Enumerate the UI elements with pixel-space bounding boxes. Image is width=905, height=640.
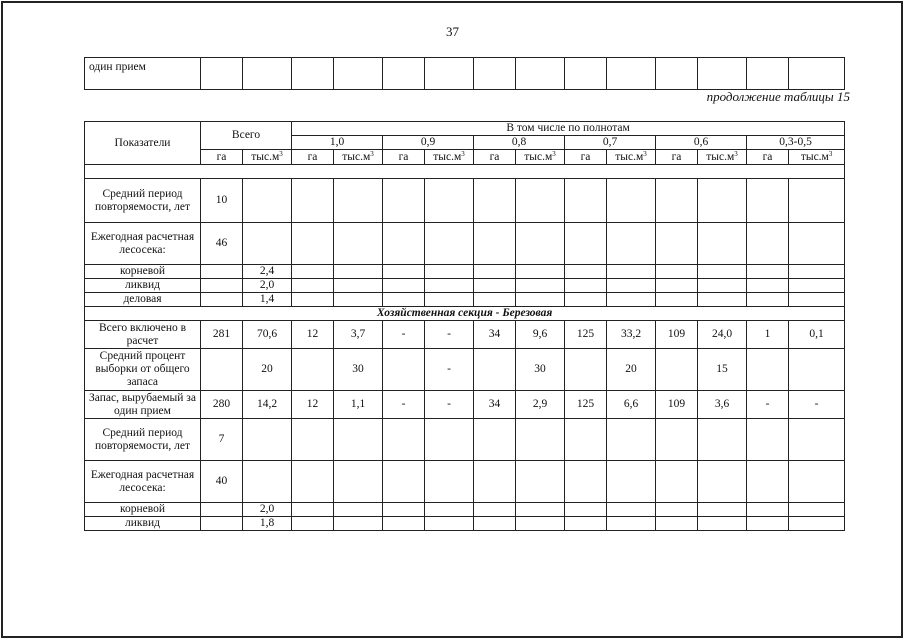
table-cell bbox=[292, 265, 334, 279]
row-label: Средний период повторяемости, лет bbox=[85, 419, 201, 461]
table-cell bbox=[656, 223, 698, 265]
table-cell bbox=[789, 503, 845, 517]
table-cell: 15 bbox=[698, 349, 747, 391]
table-cell bbox=[383, 419, 425, 461]
table-cell bbox=[607, 503, 656, 517]
table-cell bbox=[334, 279, 383, 293]
table-cell bbox=[292, 223, 334, 265]
table-cell bbox=[516, 517, 565, 531]
table-cell: 2,0 bbox=[243, 279, 292, 293]
table-cell bbox=[292, 279, 334, 293]
table-cell: 109 bbox=[656, 391, 698, 419]
table-cell: 34 bbox=[474, 391, 516, 419]
table-cell bbox=[656, 265, 698, 279]
table-cell bbox=[789, 179, 845, 223]
unit-ha: га bbox=[565, 150, 607, 165]
table-cell bbox=[474, 279, 516, 293]
table-cell bbox=[383, 517, 425, 531]
header-by-density: В том числе по полнотам bbox=[292, 122, 845, 136]
table-cell: 30 bbox=[516, 349, 565, 391]
table-row bbox=[85, 321, 845, 349]
table-cell bbox=[243, 461, 292, 503]
table-cell bbox=[425, 461, 474, 503]
table-cell bbox=[383, 279, 425, 293]
row-label: ликвид bbox=[85, 517, 201, 531]
table-cell bbox=[565, 223, 607, 265]
table-cell bbox=[425, 265, 474, 279]
table-cell bbox=[334, 179, 383, 223]
table-row bbox=[85, 349, 845, 391]
table-cell: 2,0 bbox=[243, 503, 292, 517]
table-cell bbox=[607, 179, 656, 223]
table-cell bbox=[516, 279, 565, 293]
table-cell bbox=[243, 419, 292, 461]
table-cell bbox=[334, 293, 383, 307]
table-cell: - bbox=[425, 349, 474, 391]
density-header: 1,0 bbox=[292, 136, 383, 150]
spacer-row bbox=[85, 165, 845, 179]
table-cell: 10 bbox=[201, 179, 243, 223]
table-cell: 33,2 bbox=[607, 321, 656, 349]
table-cell bbox=[698, 419, 747, 461]
table-cell bbox=[747, 419, 789, 461]
table-cell bbox=[201, 293, 243, 307]
table-cell bbox=[292, 461, 334, 503]
table-cell bbox=[425, 223, 474, 265]
table-row bbox=[85, 265, 845, 279]
table-cell bbox=[292, 419, 334, 461]
table-cell bbox=[698, 293, 747, 307]
table-cell bbox=[747, 461, 789, 503]
table-cell: 3,7 bbox=[334, 321, 383, 349]
table-cell: 0,1 bbox=[789, 321, 845, 349]
table-row bbox=[85, 223, 845, 265]
table-cell bbox=[292, 179, 334, 223]
table-cell: 12 bbox=[292, 321, 334, 349]
table-cell bbox=[334, 265, 383, 279]
table-cell bbox=[565, 517, 607, 531]
table-row bbox=[85, 293, 845, 307]
table-cell bbox=[747, 503, 789, 517]
table-cell bbox=[698, 517, 747, 531]
table-cell: 30 bbox=[334, 349, 383, 391]
table-cell bbox=[565, 419, 607, 461]
table-cell: 125 bbox=[565, 321, 607, 349]
table-cell bbox=[474, 349, 516, 391]
table-cell bbox=[425, 419, 474, 461]
unit-ha: га bbox=[201, 150, 243, 165]
table-cell bbox=[334, 461, 383, 503]
row-label: Запас, вырубаемый за один прием bbox=[85, 391, 201, 419]
table-cell bbox=[292, 517, 334, 531]
table-cell bbox=[383, 293, 425, 307]
table-cell bbox=[565, 461, 607, 503]
table-cell: 24,0 bbox=[698, 321, 747, 349]
table-cell bbox=[292, 503, 334, 517]
table-cell: 125 bbox=[565, 391, 607, 419]
table-cell bbox=[516, 223, 565, 265]
unit-thousand-m3: $тыс.м^3$ bbox=[607, 150, 656, 165]
table-cell bbox=[607, 419, 656, 461]
table-row bbox=[85, 58, 845, 90]
row-label: ликвид bbox=[85, 279, 201, 293]
section-title: Хозяйственная секция - Березовая bbox=[85, 307, 845, 321]
table-cell: 9,6 bbox=[516, 321, 565, 349]
table-cell: 1 bbox=[747, 321, 789, 349]
table-cell: 40 bbox=[201, 461, 243, 503]
table-cell bbox=[474, 419, 516, 461]
density-header: 0,9 bbox=[383, 136, 474, 150]
table-cell bbox=[789, 517, 845, 531]
unit-thousand-m3: $тыс.м^3$ bbox=[334, 150, 383, 165]
table-cell: 281 bbox=[201, 321, 243, 349]
table-cell: 1,8 bbox=[243, 517, 292, 531]
unit-ha: га bbox=[656, 150, 698, 165]
table-cell bbox=[383, 503, 425, 517]
table-cell bbox=[698, 223, 747, 265]
table-row bbox=[85, 517, 845, 531]
table-cell: 6,6 bbox=[607, 391, 656, 419]
header-indicators: Показатели bbox=[85, 122, 201, 165]
table-cell bbox=[201, 265, 243, 279]
table-cell: 70,6 bbox=[243, 321, 292, 349]
table-cell bbox=[201, 517, 243, 531]
table-cell bbox=[747, 349, 789, 391]
table-cell bbox=[516, 461, 565, 503]
table-cell bbox=[789, 461, 845, 503]
table-cell bbox=[425, 279, 474, 293]
table-cell bbox=[474, 461, 516, 503]
table-cell bbox=[383, 179, 425, 223]
table-cell bbox=[656, 461, 698, 503]
row-label: корневой bbox=[85, 503, 201, 517]
table-cell bbox=[201, 349, 243, 391]
table-cell bbox=[565, 349, 607, 391]
table-cell: 3,6 bbox=[698, 391, 747, 419]
table-cell: 34 bbox=[474, 321, 516, 349]
table-cell bbox=[474, 223, 516, 265]
table-cell: - bbox=[789, 391, 845, 419]
table-cell bbox=[789, 293, 845, 307]
table-cell bbox=[383, 223, 425, 265]
unit-ha: га bbox=[292, 150, 334, 165]
table-cell: 109 bbox=[656, 321, 698, 349]
table-cell bbox=[425, 179, 474, 223]
density-header: 0,8 bbox=[474, 136, 565, 150]
table-row bbox=[85, 391, 845, 419]
table-cell: - bbox=[425, 321, 474, 349]
table-cell bbox=[292, 349, 334, 391]
table-cell bbox=[383, 349, 425, 391]
table-cell: 1,4 bbox=[243, 293, 292, 307]
table-row bbox=[85, 419, 845, 461]
table-cell bbox=[383, 265, 425, 279]
table-cell bbox=[292, 293, 334, 307]
table-cell: 46 bbox=[201, 223, 243, 265]
table-cell bbox=[243, 223, 292, 265]
row-label: Средний процент выборки от общего запаса bbox=[85, 349, 201, 391]
table-row bbox=[85, 503, 845, 517]
table-cell bbox=[565, 265, 607, 279]
table-cell bbox=[334, 223, 383, 265]
continuation-label: продолжение таблицы 15 bbox=[706, 89, 850, 104]
table-cell: - bbox=[383, 321, 425, 349]
table-cell bbox=[425, 293, 474, 307]
density-header: 0,3-0,5 bbox=[747, 136, 845, 150]
table-cell: 20 bbox=[607, 349, 656, 391]
table-cell bbox=[747, 279, 789, 293]
table-cell bbox=[607, 223, 656, 265]
table-cell bbox=[698, 179, 747, 223]
table-cell bbox=[698, 461, 747, 503]
table-cell bbox=[789, 419, 845, 461]
table-cell bbox=[656, 349, 698, 391]
table-cell bbox=[789, 279, 845, 293]
table-cell bbox=[474, 179, 516, 223]
unit-thousand-m3: $тыс.м^3$ bbox=[243, 150, 292, 165]
table-row bbox=[85, 179, 845, 223]
table-cell bbox=[656, 179, 698, 223]
table-cell bbox=[698, 503, 747, 517]
row-label: Всего включено в расчет bbox=[85, 321, 201, 349]
density-header: 0,7 bbox=[565, 136, 656, 150]
table-cell bbox=[747, 517, 789, 531]
unit-thousand-m3: $тыс.м^3$ bbox=[425, 150, 474, 165]
table-cell bbox=[425, 503, 474, 517]
table-cell bbox=[334, 517, 383, 531]
table-row bbox=[85, 461, 845, 503]
table-cell bbox=[747, 223, 789, 265]
table-cell bbox=[789, 223, 845, 265]
unit-ha: га bbox=[747, 150, 789, 165]
table-cell bbox=[243, 179, 292, 223]
main-table bbox=[84, 121, 845, 531]
unit-thousand-m3: $тыс.м^3$ bbox=[698, 150, 747, 165]
table-cell bbox=[656, 279, 698, 293]
table-cell bbox=[474, 503, 516, 517]
header-total: Всего bbox=[201, 122, 292, 150]
row-label: Средний период повторяемости, лет bbox=[85, 179, 201, 223]
table-cell bbox=[607, 461, 656, 503]
table-cell bbox=[789, 265, 845, 279]
table-cell: - bbox=[383, 391, 425, 419]
table-cell bbox=[747, 179, 789, 223]
table-cell bbox=[607, 517, 656, 531]
table-cell bbox=[565, 503, 607, 517]
row-label: один прием bbox=[85, 58, 201, 90]
table-cell bbox=[565, 179, 607, 223]
page-number: 37 bbox=[446, 24, 459, 39]
table-cell bbox=[607, 279, 656, 293]
table-cell: 14,2 bbox=[243, 391, 292, 419]
table-cell bbox=[516, 179, 565, 223]
table-cell: - bbox=[747, 391, 789, 419]
table-cell bbox=[516, 503, 565, 517]
table-cell bbox=[516, 293, 565, 307]
table-cell: 280 bbox=[201, 391, 243, 419]
table-cell bbox=[656, 517, 698, 531]
table-cell bbox=[698, 265, 747, 279]
density-header: 0,6 bbox=[656, 136, 747, 150]
table-cell: 12 bbox=[292, 391, 334, 419]
row-label: деловая bbox=[85, 293, 201, 307]
table-cell bbox=[474, 293, 516, 307]
table-cell bbox=[201, 279, 243, 293]
table-cell bbox=[747, 293, 789, 307]
table-row bbox=[85, 279, 845, 293]
table-cell bbox=[334, 503, 383, 517]
table-cell: 7 bbox=[201, 419, 243, 461]
table-cell: 2,4 bbox=[243, 265, 292, 279]
row-label: корневой bbox=[85, 265, 201, 279]
table-cell: 20 bbox=[243, 349, 292, 391]
table-cell bbox=[516, 265, 565, 279]
table-cell bbox=[789, 349, 845, 391]
table-cell bbox=[656, 503, 698, 517]
table-cell bbox=[565, 293, 607, 307]
table-cell bbox=[334, 419, 383, 461]
table-cell: - bbox=[425, 391, 474, 419]
table-cell bbox=[747, 265, 789, 279]
row-label: Ежегодная расчетная лесосека: bbox=[85, 461, 201, 503]
table-cell bbox=[425, 517, 474, 531]
table-cell bbox=[516, 419, 565, 461]
table-cell bbox=[474, 517, 516, 531]
unit-ha: га bbox=[474, 150, 516, 165]
table-cell bbox=[474, 265, 516, 279]
unit-thousand-m3: $тыс.м^3$ bbox=[516, 150, 565, 165]
table-cell: 1,1 bbox=[334, 391, 383, 419]
table-cell: 2,9 bbox=[516, 391, 565, 419]
unit-thousand-m3: $тыс.м^3$ bbox=[789, 150, 845, 165]
unit-ha: га bbox=[383, 150, 425, 165]
table-cell bbox=[656, 293, 698, 307]
table-cell bbox=[656, 419, 698, 461]
table-cell bbox=[607, 265, 656, 279]
table-cell bbox=[698, 279, 747, 293]
table-cell bbox=[565, 279, 607, 293]
table-cell bbox=[201, 503, 243, 517]
table-cell bbox=[607, 293, 656, 307]
top-fragment-table bbox=[84, 57, 845, 90]
row-label: Ежегодная расчетная лесосека: bbox=[85, 223, 201, 265]
table-cell bbox=[383, 461, 425, 503]
